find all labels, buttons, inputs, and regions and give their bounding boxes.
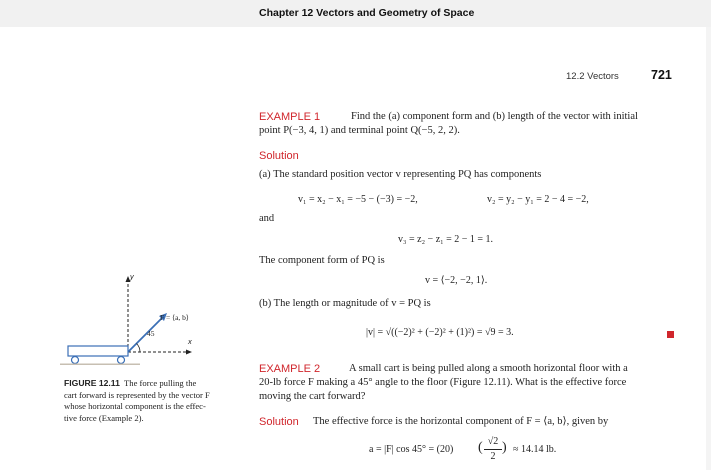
eq-v2: v₂ = y₂ − y₁ = 2 − 4 = −2, [487,194,589,205]
part-b-text: (b) The length or magnitude of v = PQ is [259,298,431,309]
example1-solution-label: Solution [259,150,299,162]
example2-text-line1: A small cart is being pulled along a smooth horizontal floor with a [349,363,628,374]
eq-v3: v₃ = z₂ − z₁ = 2 − 1 = 1. [398,234,494,245]
x-axis-label: x [188,337,192,346]
component-text: The component form of PQ is [259,255,385,266]
x-axis-arrowhead [186,350,192,355]
caption-line3: whose horizontal component is the effec- [64,401,206,411]
paren-close: ) [502,440,507,455]
cos-eq-lhs: a = |F| cos 45° = (20) [369,444,454,455]
angle-label: 45 [147,329,155,338]
caption-line1: The force pulling the [124,378,197,388]
y-axis-label: y [130,272,134,281]
cos-eq-rhs: ≈ 14.14 lb. [513,444,557,455]
end-of-example-marker [667,331,674,338]
length-eq: |v| = √((−2)² + (−2)² + (1)²) = √9 = 3. [366,327,514,338]
force-label: F = ⟨a, b⟩ [160,313,189,322]
example1-part-a: (a) The standard position vector v representing PQ has components [259,169,542,180]
caption-line2: cart forward is represented by the vector F [64,389,210,400]
frac-numerator: √2 [487,436,499,447]
angle-arc [137,344,141,353]
component-eq: v = ⟨−2, −2, 1⟩. [425,275,488,286]
example1-label: EXAMPLE 1 [259,111,321,123]
and-text: and [259,213,275,224]
figure-12-11 [60,270,210,370]
caption-line4: tive force (Example 2). [64,412,144,423]
page-number: 721 [651,68,672,82]
figure-caption [64,378,210,424]
paren-open: ( [478,440,483,455]
header-bar [0,0,711,27]
cart-wheel-left [72,357,79,364]
scrollbar-track[interactable] [706,27,711,470]
example2-label: EXAMPLE 2 [259,363,321,375]
example2-text-line3: moving the cart forward? [259,391,366,402]
section-label: 12.2 Vectors [566,71,619,82]
force-vector [128,316,164,352]
example1-text-line1: Find the (a) component form and (b) length of the vector with initial [351,111,638,122]
cart-wheel-right [118,357,125,364]
example2-solution-text: The effective force is the horizontal component of F = ⟨a, b⟩, given by [313,416,609,427]
example2-solution-label: Solution [259,416,299,428]
example1-text-line2: point P(−3, 4, 1) and terminal point Q(−5, 2, 2). [259,125,460,136]
frac-denominator: 2 [490,451,496,462]
eq-v1: v₁ = x₂ − x₁ = −5 − (−3) = −2, [298,194,418,205]
fraction-bar [484,449,502,450]
chapter-title: Chapter 12 Vectors and Geometry of Space [259,7,475,19]
caption-label: FIGURE 12.11 [64,378,120,388]
example2-text-line2: 20-lb force F making a 45° angle to the floor (Figure 12.11). What is the effective force [259,377,627,388]
floor [60,364,140,366]
cart-body [68,346,128,356]
